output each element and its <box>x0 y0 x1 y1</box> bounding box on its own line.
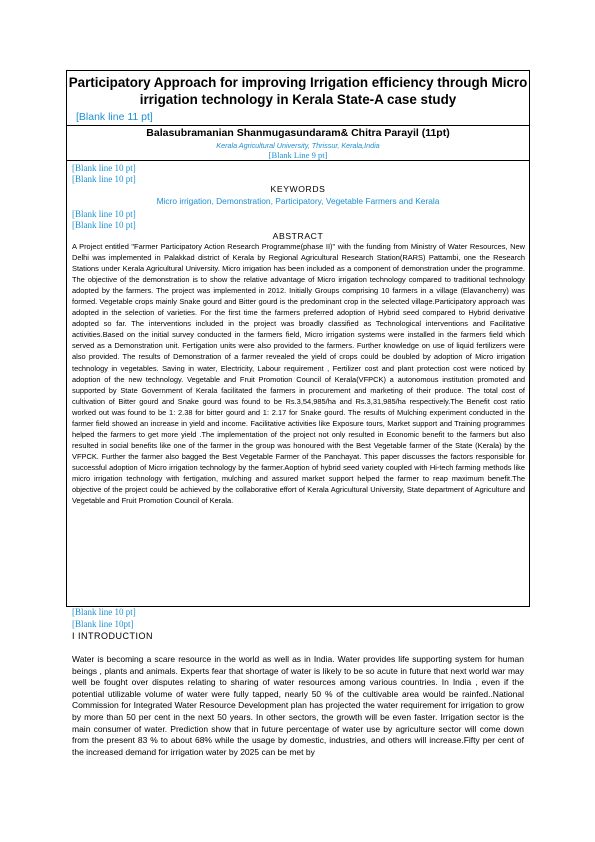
blank-line-2: [Blank line 10 pt] <box>72 174 136 184</box>
blank-line-title: [Blank line 11 pt] <box>76 111 153 123</box>
affiliation: Kerala Agricultural University, Thrissur, Kerala,India <box>216 141 380 150</box>
abstract-heading: ABSTRACT <box>272 231 324 241</box>
blank-line-4: [Blank line 10 pt] <box>72 220 136 230</box>
paper-title: Participatory Approach for improving Irrigation efficiency through Micro irrigation technology in Kerala State-A case study <box>68 75 528 107</box>
blank-line-6: [Blank line 10pt] <box>72 619 134 629</box>
blank-line-affiliation: [Blank Line 9 pt] <box>268 150 328 160</box>
introduction-heading: I INTRODUCTION <box>72 631 153 641</box>
introduction-text: Water is becoming a scare resource in the world as well as in India. Water provides life supporting system for human beings , plants and animals. Experts fear that shortage of water is likely to be so acute in future that next world war may well be fought over disputes relating to sharing of water resources among various countries. In India , even if the potential utilizable volume of water were fully tapped, nearly 50 % of the cultivable area would be rainfed..National Commission for Integrated Water Resource Development plan has projected the water requirement for irrigation to grow by more than 50 per cent in the next 50 years. In other sectors, the growth will be even faster. Irrigation sector is the main consumer of water. Prediction show that in future percentage of water use by agriculture sector will come down from the present 83 % to about 68% while the usage by domestic, industries, and others will increase.Fifty per cent of the increased demand for irrigation water by 2025 can be met by <box>72 654 524 757</box>
keywords-heading: KEYWORDS <box>270 184 326 194</box>
blank-line-5: [Blank line 10 pt] <box>72 607 136 617</box>
abstract-text: A Project entitled "Farmer Participatory Action Research Programme(phase II)" with the funding from Ministry of Water Resources, New Delhi was implemented in Palakkad district of Kerala by Regional Agricultural Research Station(RARS) Pattambi, one the Research Stations under Kerala Agricultural University. Micro irrigation has been included as a component of demonstration under the programme. The objective of the demonstration is to show the relative advantage of Micro irrigation technology compared to traditional technology adopted by the farmers. The project was implemented in 2012. Initially Groups comprising 10 farmers in a village (Elavancherry) was formed. Vegetable crops mainly Snake gourd and Bitter gourd is the predominant crop in the selected village.Participatory approach was adopted in the selection of varieties. For the first time the farmers preferred adoption of Hybrid seed compared to Hybrid derivative adopted so far. The interventions included in the project was broadly classified as Technological interventions and Facilitative activities.Based on the initial survey conducted in the farmers field, Micro irrigation systems were installed in the farmers field which served as a Demonstration unit. Fertigation units were also provided to the farmers. Further knowledge on use of liquid fertilizers were also provided. The results of Demonstration of a farmer revealed the yield of crops could be doubled by adoption of Micro irrigation technology in vegetables. Saving in water, Electricity, Labour requirement , Fertilizer cost and plant protection cost were noticed by adoption of the new technology. Vegetable and Fruit Promotion Council of Kerala(VFPCK) a autonomous institution promoted and supported by State Government of Kerala facilitated the farmers in procurement and marketing of their produce. The total cost of cultivation of Bitter gourd and Snake gourd was found to be Rs.3,54,985/ha and Rs.3,31,985/ha respectively.The Benefit cost ratio worked out was found to be 1: 2.38 for bitter gourd and 1: 2.17 for Snake gourd. The results of Mulching experiment conducted in the farmer field showed an increase in yield and income. Facilitative activities like Exposure tours, Market support and Training programmes helped the farmers to get more yield .The implementation of the project not only resulted in Economic benefit to the farmers but also resulted in social benefits like one of the farmer in the group was honoured with the Best Vegetable farmer of the State (Kerala) by the VFPCK. Further the farmer also bagged the Best Vegetable Farmer of the Panchayat. This paper discusses the factors responsible for successful adoption of Micro irrigation technology by the farmer.Aoption of hybrid seed variety coupled with Hi-tech farming methods like micro irrigation technology with fertigation, mulching and assured market support helped the farmer to reap maximum benefit.The objective of the project could be achieved by the collaborative effort of Kerala Agricultural University, State department of Agriculture and Vegetable and Fruit Promotion Council of Kerala. <box>72 242 525 506</box>
author-line: Balasubramanian Shanmugasundaram& Chitra Parayil (11pt) <box>146 127 450 139</box>
keywords-text: Micro irrigation, Demonstration, Participatory, Vegetable Farmers and Kerala <box>156 196 440 206</box>
divider-title <box>66 125 530 126</box>
divider-authors <box>66 160 530 161</box>
blank-line-1: [Blank line 10 pt] <box>72 163 136 173</box>
blank-line-3: [Blank line 10 pt] <box>72 209 136 219</box>
